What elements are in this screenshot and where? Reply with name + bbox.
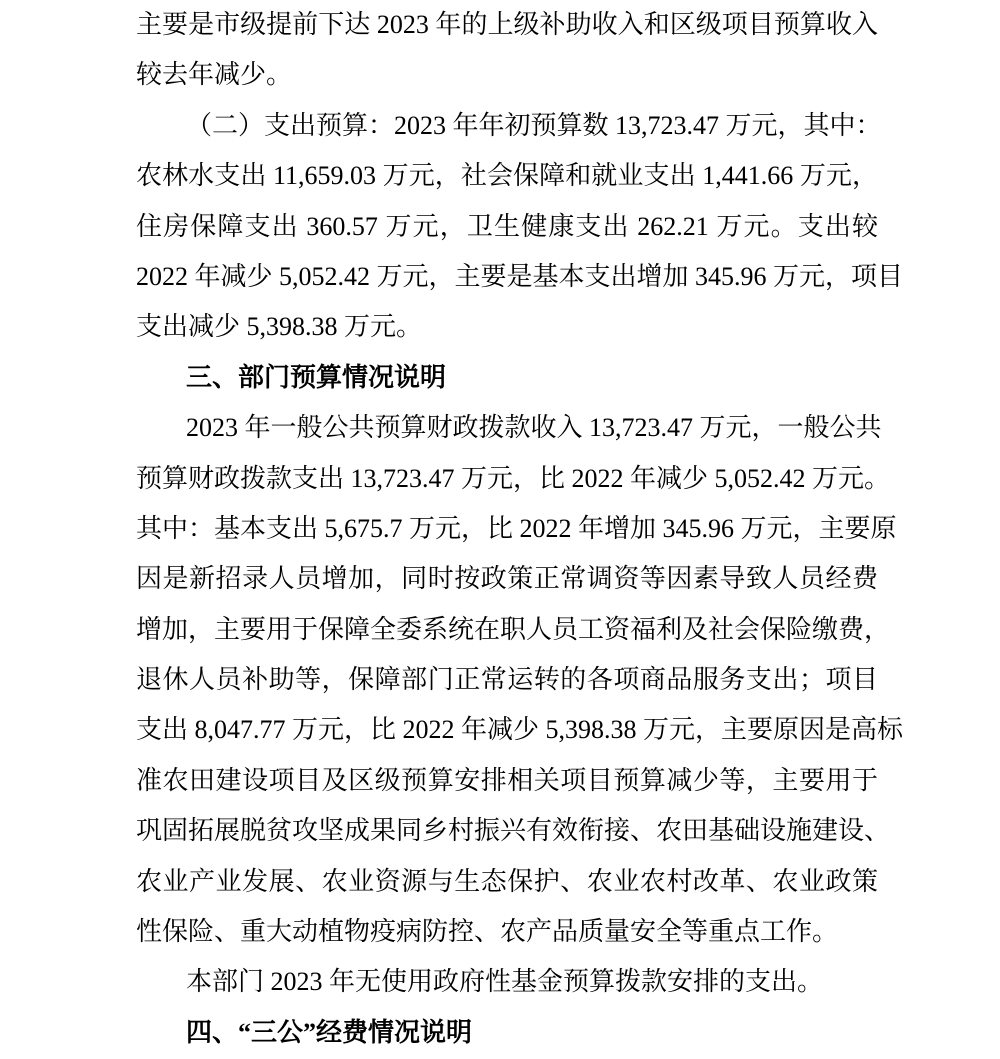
section-heading-three: 三、部门预算情况说明: [186, 362, 447, 392]
text-line: 2023 年一般公共预算财政拨款收入 13,723.47 万元，一般公共: [186, 413, 882, 443]
text-line: 农业产业发展、农业资源与生态保护、农业农村改革、农业政策: [136, 866, 878, 896]
text-line: 支出减少 5,398.38 万元。: [136, 312, 423, 342]
text-line: 退休人员补助等，保障部门正常运转的各项商品服务支出；项目: [136, 665, 878, 695]
text-line: 性保险、重大动植物疫病防控、农产品质量安全等重点工作。: [136, 917, 839, 947]
paragraph-general-budget: [136, 403, 904, 957]
section-heading-four: 四、“三公”经费情况说明: [186, 1017, 473, 1047]
text-line: （二）支出预算：2023 年年初预算数 13,723.47 万元，其中：: [186, 110, 882, 140]
text-line: 住房保障支出 360.57 万元，卫生健康支出 262.21 万元。支出较: [136, 211, 878, 241]
text-line: 主要是市级提前下达 2023 年的上级补助收入和区级项目预算收入: [136, 10, 878, 39]
text-line: 巩固拓展脱贫攻坚成果同乡村振兴有效衔接、农田基础设施建设、: [136, 816, 891, 846]
text-line: 准农田建设项目及区级预算安排相关项目预算减少等，主要用于: [136, 765, 878, 795]
text-line: 2022 年减少 5,052.42 万元，主要是基本支出增加 345.96 万元，项目: [136, 261, 904, 291]
text-line: 预算财政拨款支出 13,723.47 万元，比 2022 年减少 5,052.42 万元。: [136, 463, 891, 493]
text-line: 因是新招录人员增加，同时按政策正常调资等因素导致人员经费: [136, 564, 878, 594]
paragraph-fund-budget: [136, 957, 896, 1007]
text-line: 支出 8,047.77 万元，比 2022 年减少 5,398.38 万元，主要原因是高标: [136, 715, 904, 745]
text-line: 其中：基本支出 5,675.7 万元，比 2022 年增加 345.96 万元，主要原: [136, 513, 897, 543]
paragraph-expenditure-budget: [136, 101, 904, 353]
text-line: 农林水支出 11,659.03 万元，社会保障和就业支出 1,441.66 万元，: [136, 161, 878, 191]
text-line: 本部门 2023 年无使用政府性基金预算拨款安排的支出。: [186, 967, 824, 997]
text-line: 较去年减少。: [136, 60, 293, 90]
paragraph-income-end: [136, 0, 896, 101]
text-line: 增加，主要用于保障全委系统在职人员工资福利及社会保险缴费，: [136, 614, 891, 644]
document-body: [136, 0, 904, 1058]
